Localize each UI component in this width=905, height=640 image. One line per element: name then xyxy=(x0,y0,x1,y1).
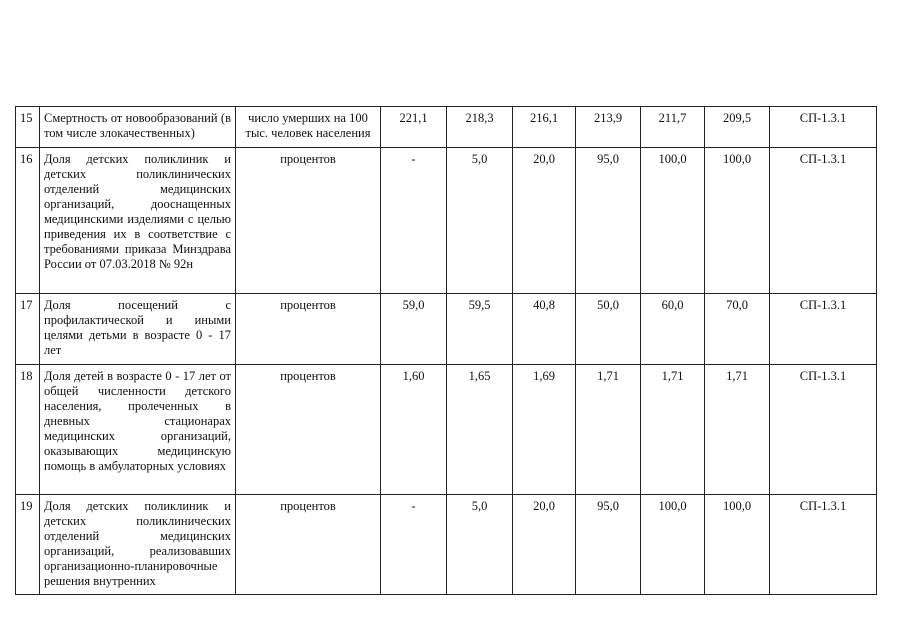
value-cell: 216,1 xyxy=(513,107,576,148)
value-cell: 5,0 xyxy=(447,495,513,595)
value-cell: 100,0 xyxy=(705,148,770,294)
row-number: 15 xyxy=(16,107,40,148)
value-cell: 70,0 xyxy=(705,294,770,365)
value-cell: 59,5 xyxy=(447,294,513,365)
reference-code: СП-1.3.1 xyxy=(770,294,877,365)
value-cell: 213,9 xyxy=(576,107,641,148)
value-cell: 5,0 xyxy=(447,148,513,294)
value-cell: 1,69 xyxy=(513,365,576,495)
value-cell: 20,0 xyxy=(513,495,576,595)
row-number: 16 xyxy=(16,148,40,294)
row-number: 17 xyxy=(16,294,40,365)
value-cell: 221,1 xyxy=(381,107,447,148)
value-cell: 100,0 xyxy=(705,495,770,595)
indicators-table xyxy=(15,106,877,595)
row-number: 19 xyxy=(16,495,40,595)
value-cell: 1,71 xyxy=(641,365,705,495)
value-cell: 1,71 xyxy=(705,365,770,495)
value-cell: - xyxy=(381,495,447,595)
indicator-name: Доля детей в возрасте 0 - 17 лет от общей численности детского населения, пролеченных в дневных стационарах медицинских организаций, оказывающих медицинскую помощь в амбулаторных условиях xyxy=(40,365,236,495)
reference-code: СП-1.3.1 xyxy=(770,107,877,148)
value-cell: 40,8 xyxy=(513,294,576,365)
unit-of-measure: процентов xyxy=(236,294,381,365)
value-cell: 211,7 xyxy=(641,107,705,148)
indicator-name-text: Доля детских поликлиник и детских поликлинических отделений медицинских организаций, реализовавших организационно-планировочные решения внутренних xyxy=(44,499,231,588)
value-cell: 1,71 xyxy=(576,365,641,495)
value-cell: 100,0 xyxy=(641,495,705,595)
reference-code: СП-1.3.1 xyxy=(770,495,877,595)
indicator-name: Доля посещений с профилактической и иными целями детьми в возрасте 0 - 17 лет xyxy=(40,294,236,365)
table-row xyxy=(16,107,877,148)
value-cell: 95,0 xyxy=(576,495,641,595)
value-cell: 1,60 xyxy=(381,365,447,495)
value-cell: 100,0 xyxy=(641,148,705,294)
value-cell: 50,0 xyxy=(576,294,641,365)
value-cell: 218,3 xyxy=(447,107,513,148)
unit-of-measure: процентов xyxy=(236,148,381,294)
unit-of-measure: число умерших на 100 тыс. человек населения xyxy=(236,107,381,148)
reference-code: СП-1.3.1 xyxy=(770,148,877,294)
value-cell: 60,0 xyxy=(641,294,705,365)
reference-code: СП-1.3.1 xyxy=(770,365,877,495)
value-cell: 209,5 xyxy=(705,107,770,148)
unit-of-measure: процентов xyxy=(236,495,381,595)
value-cell: 1,65 xyxy=(447,365,513,495)
table-row xyxy=(16,148,877,294)
indicator-name: Смертность от новообразований (в том числе злокачественных) xyxy=(40,107,236,148)
row-number: 18 xyxy=(16,365,40,495)
indicator-name xyxy=(40,495,236,595)
value-cell: 95,0 xyxy=(576,148,641,294)
unit-of-measure: процентов xyxy=(236,365,381,495)
table-row xyxy=(16,495,877,595)
value-cell: 20,0 xyxy=(513,148,576,294)
table-row xyxy=(16,294,877,365)
table-row xyxy=(16,365,877,495)
indicator-name: Доля детских поликлиник и детских поликлинических отделений медицинских организаций, дооснащенных медицинскими изделиями с целью приведения их в соответствие с требованиями приказа Минздрава России от 07.03.2018 № 92н xyxy=(40,148,236,294)
value-cell: 59,0 xyxy=(381,294,447,365)
value-cell: - xyxy=(381,148,447,294)
